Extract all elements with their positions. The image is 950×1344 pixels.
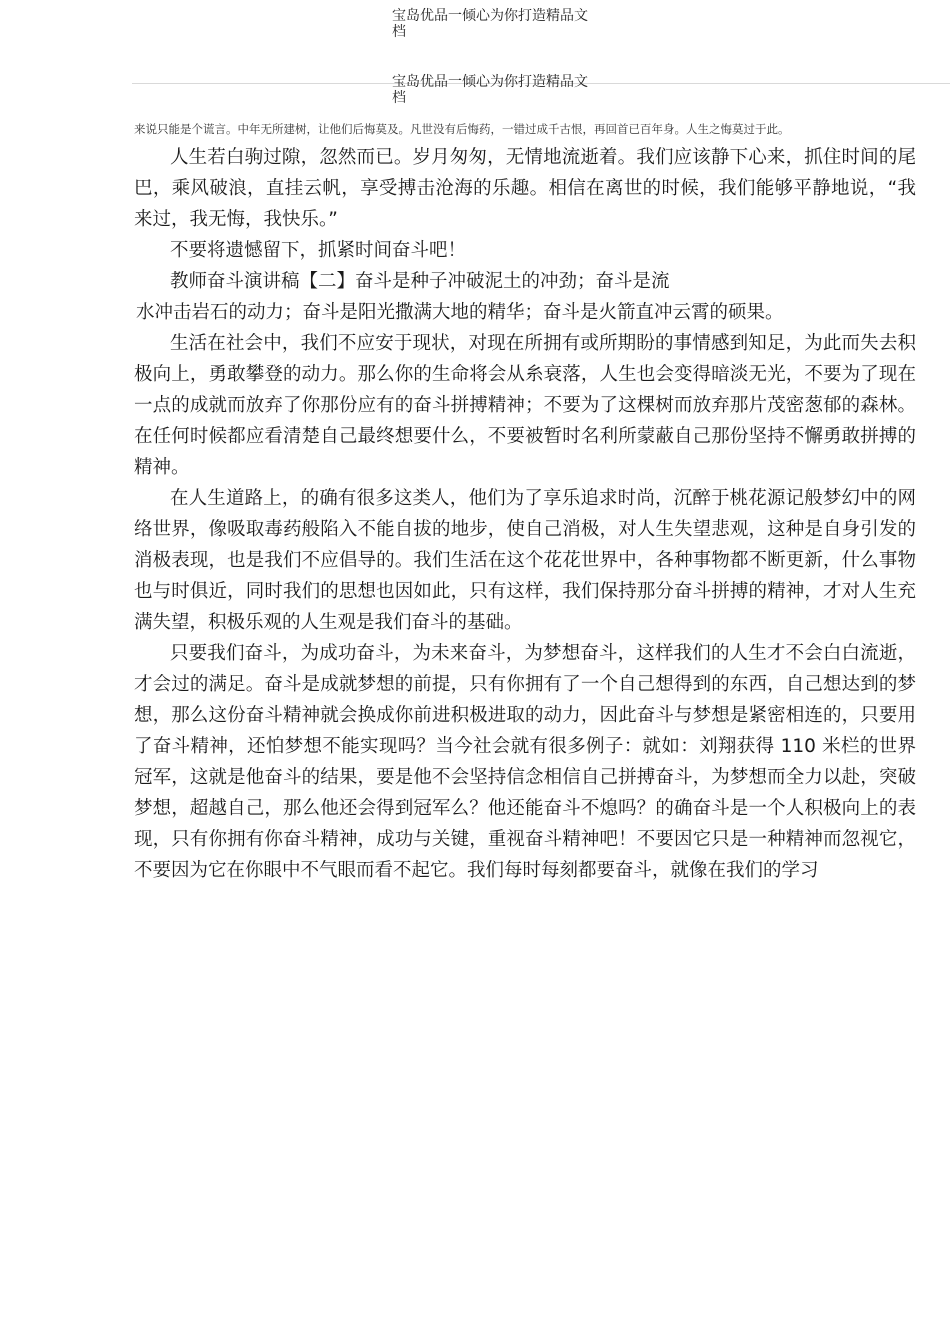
- page-header-top: [392, 8, 607, 40]
- header-line-1: 宝岛优品一倾心为你打造精品文: [392, 74, 588, 90]
- paragraph-2: 不要将遗憾留下，抓紧时间奋斗吧！: [170, 240, 467, 261]
- header-line-1: 宝岛优品一倾心为你打造精品文: [392, 8, 588, 24]
- paragraph-1: 人生若白驹过隙，忽然而已。岁月匆匆，无情地流逝着。我们应该静下心来，抓住时间的尾巴，乘风破浪，直挂云帆，享受搏击沧海的乐趣。相信在离世的时候，我们能够平静地说，“我来过，我无悔，我快乐。”: [134, 147, 916, 230]
- paragraph-5: 生活在社会中，我们不应安于现状，对现在所拥有或所期盼的事情感到知足，为此而失去积极向上，勇敢攀登的动力。那么你的生命将会从糸衰落，人生也会变得暗淡无光，不要为了现在一点的成就而放弃了你那份应有的奋斗拼搏精神；不要为了这棵树而放弃那片茂密葱郁的森林。在任何时候都应看清楚自己最终想要什么，不要被暂时名利所蒙蔽自己那份坚持不懈勇敢拼搏的精神。: [134, 333, 916, 478]
- header-line-2: 档: [392, 24, 406, 40]
- paragraph-7: 只要我们奋斗，为成功奋斗，为未来奋斗，为梦想奋斗，这样我们的人生才不会白白流逝，才会过的满足。奋斗是成就梦想的前提，只有你拥有了一个自己想得到的东西，自己想达到的梦想，那么这份奋斗精神就会换成你前进积极进取的动力，因此奋斗与梦想是紧密相连的，只要用了奋斗精神，还怕梦想不能实现吗？当今社会就有很多例子：就如：刘翔获得 110 米栏的世界冠军，这就是他奋斗的结果，要是他不会坚持信念相信自己拼搏奋斗，为梦想而全力以赴，突破梦想，超越自己，那么他还会得到冠军么？他还能奋斗不熄吗？的确奋斗是一个人积极向上的表现，只有你拥有你奋斗精神，成功与关键，重视奋斗精神吧！不要因它只是一种精神而忽视它，不要因为它在你眼中不气眼而看不起它。我们每时每刻都要奋斗，就像在我们的学习: [134, 643, 916, 881]
- paragraph-6: 在人生道路上，的确有很多这类人，他们为了享乐追求时尚，沉醉于桃花源记般梦幻中的网络世界，像吸取毒药般陷入不能自拔的地步，使自己消极，对人生失望悲观，这种是自身引发的消极表现，也是我们不应倡导的。我们生活在这个花花世界中，各种事物都不断更新，什么事物也与时俱近，同时我们的思想也因如此，只有这样，我们保持那分奋斗拼搏的精神，才对人生充满失望，积极乐观的人生观是我们奋斗的基础。: [134, 488, 916, 633]
- page-header-second: [392, 74, 607, 106]
- paragraph-4: 水冲击岩石的动力；奋斗是阳光撒满大地的精华；奋斗是火箭直冲云霄的硕果。: [136, 302, 784, 323]
- intro-small-text: 来说只能是个谎言。中年无所建树，让他们后悔莫及。凡世没有后悔药，一错过成千古恨，再回首已百年身。人生之悔莫过于此。: [134, 122, 790, 136]
- document-body: [134, 142, 916, 886]
- header-line-2: 档: [392, 90, 406, 106]
- paragraph-3: 教师奋斗演讲稿【二】奋斗是种子冲破泥土的冲劲；奋斗是流: [170, 271, 670, 292]
